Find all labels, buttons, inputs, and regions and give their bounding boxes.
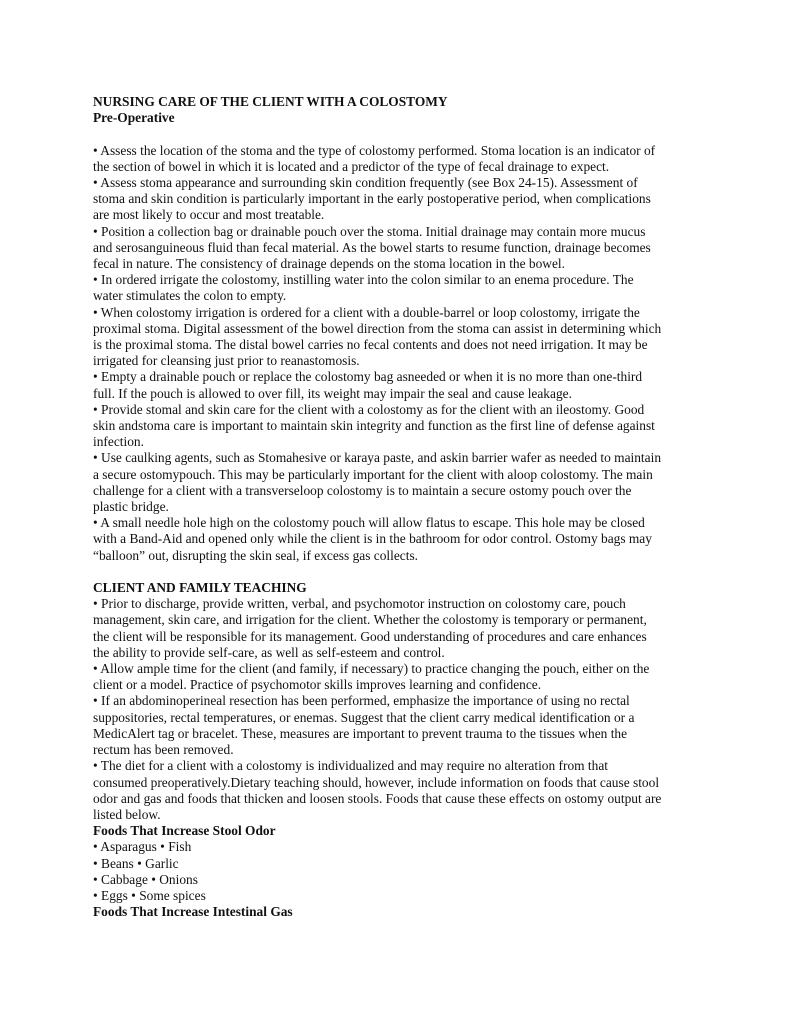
text-line: • Allow ample time for the client (and family, if necessary) to practice changing the pouch, either on the bbox=[93, 661, 650, 677]
text-line: suppositories, rectal temperatures, or enemas. Suggest that the client carry medical identification or a bbox=[93, 709, 635, 725]
preop-section bbox=[93, 143, 711, 564]
section-subtitle: Pre-Operative bbox=[93, 110, 175, 126]
text-line: • Provide stomal and skin care for the client with a colostomy as for the client with an ileostomy. Good bbox=[93, 401, 645, 417]
text-line: • Position a collection bag or drainable pouch over the stoma. Initial drainage may contain more mucus bbox=[93, 223, 646, 239]
gas-foods-heading: Foods That Increase Intestinal Gas bbox=[93, 904, 293, 920]
text-line: • When colostomy irrigation is ordered for a client with a double-barrel or loop colostomy, irrigate the bbox=[93, 304, 640, 320]
text-line: • In ordered irrigate the colostomy, instilling water into the colon similar to an enema procedure. The bbox=[93, 272, 634, 288]
list-item: • Cabbage • Onions bbox=[93, 871, 198, 887]
paragraph-gap bbox=[93, 126, 711, 142]
document-title: NURSING CARE OF THE CLIENT WITH A COLOSTOMY bbox=[93, 94, 448, 109]
text-line: with a Band-Aid and opened only while the client is in the bathroom for odor control. Ostomy bags may bbox=[93, 531, 652, 547]
teaching-heading: CLIENT AND FAMILY TEACHING bbox=[93, 580, 307, 596]
text-line: the ability to provide self-care, as well as self-esteem and control. bbox=[93, 644, 445, 660]
text-line: “balloon” out, disrupting the skin seal, if excess gas collects. bbox=[93, 547, 419, 563]
text-line: proximal stoma. Digital assessment of the bowel direction from the stoma can assist in determining which bbox=[93, 320, 662, 336]
list-item: • Eggs • Some spices bbox=[93, 887, 206, 903]
text-line: skin andstoma care is important to maintain skin integrity and function as the first line of defense against bbox=[93, 418, 655, 434]
text-line: • Prior to discharge, provide written, verbal, and psychomotor instruction on colostomy care, pouch bbox=[93, 596, 626, 612]
text-line: a secure ostomypouch. This may be particularly important for the client with aloop colostomy. The main bbox=[93, 466, 653, 482]
text-line: listed below. bbox=[93, 806, 161, 822]
text-line: • Empty a drainable pouch or replace the colostomy bag asneeded or when it is no more than one-third bbox=[93, 369, 643, 385]
text-line: water stimulates the colon to empty. bbox=[93, 288, 287, 304]
text-line: rectum has been removed. bbox=[93, 742, 234, 758]
text-line: are most likely to occur and most treatable. bbox=[93, 207, 325, 223]
text-line: irrigated for cleansing just prior to reanastomosis. bbox=[93, 353, 360, 369]
text-line: fecal in nature. The consistency of drainage depends on the stoma location in the bowel. bbox=[93, 256, 565, 272]
teaching-section bbox=[93, 596, 711, 823]
text-line: • A small needle hole high on the colostomy pouch will allow flatus to escape. This hole may be closed bbox=[93, 515, 645, 531]
text-line: • Use caulking agents, such as Stomahesive or karaya paste, and askin barrier wafer as needed to maintain bbox=[93, 450, 662, 466]
text-line: consumed preoperatively.Dietary teaching should, however, include information on foods that cause stool bbox=[93, 774, 660, 790]
text-line: • Assess the location of the stoma and the type of colostomy performed. Stoma location is an indicator of bbox=[93, 142, 656, 158]
text-line: is the proximal stoma. The distal bowel carries no fecal contents and does not need irrigation. It may be bbox=[93, 337, 648, 353]
text-line: • Assess stoma appearance and surrounding skin condition frequently (see Box 24-15). Assessment of bbox=[93, 175, 638, 190]
list-item: • Beans • Garlic bbox=[93, 855, 179, 871]
list-item: • Asparagus • Fish bbox=[93, 839, 192, 855]
odor-foods-heading: Foods That Increase Stool Odor bbox=[93, 823, 276, 839]
text-line: full. If the pouch is allowed to over fill, its weight may impair the seal and cause leakage. bbox=[93, 385, 572, 401]
text-line: challenge for a client with a transverseloop colostomy is to maintain a secure ostomy pouch over the bbox=[93, 482, 632, 498]
text-line: odor and gas and foods that thicken and loosen stools. Foods that cause these effects on ostomy output are bbox=[93, 790, 662, 806]
text-line: infection. bbox=[93, 434, 144, 450]
text-line: and serosanguineous fluid than fecal material. As the bowel starts to resume function, drainage becomes bbox=[93, 239, 651, 255]
text-line: the client will be responsible for its management. Good understanding of procedures and care enhances bbox=[93, 628, 647, 644]
text-line: the section of bowel in which it is located and a predictor of the type of fecal drainage to expect. bbox=[93, 158, 610, 174]
text-line: plastic bridge. bbox=[93, 499, 169, 515]
text-line: management, skin care, and irrigation for the client. Whether the colostomy is temporary or permanent, bbox=[93, 612, 647, 628]
paragraph-gap bbox=[93, 564, 711, 580]
odor-foods-list bbox=[93, 839, 711, 904]
text-line: MedicAlert tag or bracelet. These, measures are important to prevent trauma to the tissues when the bbox=[93, 725, 628, 741]
text-line: • The diet for a client with a colostomy is individualized and may require no alteration from that bbox=[93, 758, 608, 774]
text-line: client or a model. Practice of psychomotor skills improves learning and confidence. bbox=[93, 677, 542, 693]
text-line: stoma and skin condition is particularly important in the early postoperative period, when complications bbox=[93, 191, 651, 207]
text-line: • If an abdominoperineal resection has been performed, emphasize the importance of using no rectal bbox=[93, 693, 630, 709]
